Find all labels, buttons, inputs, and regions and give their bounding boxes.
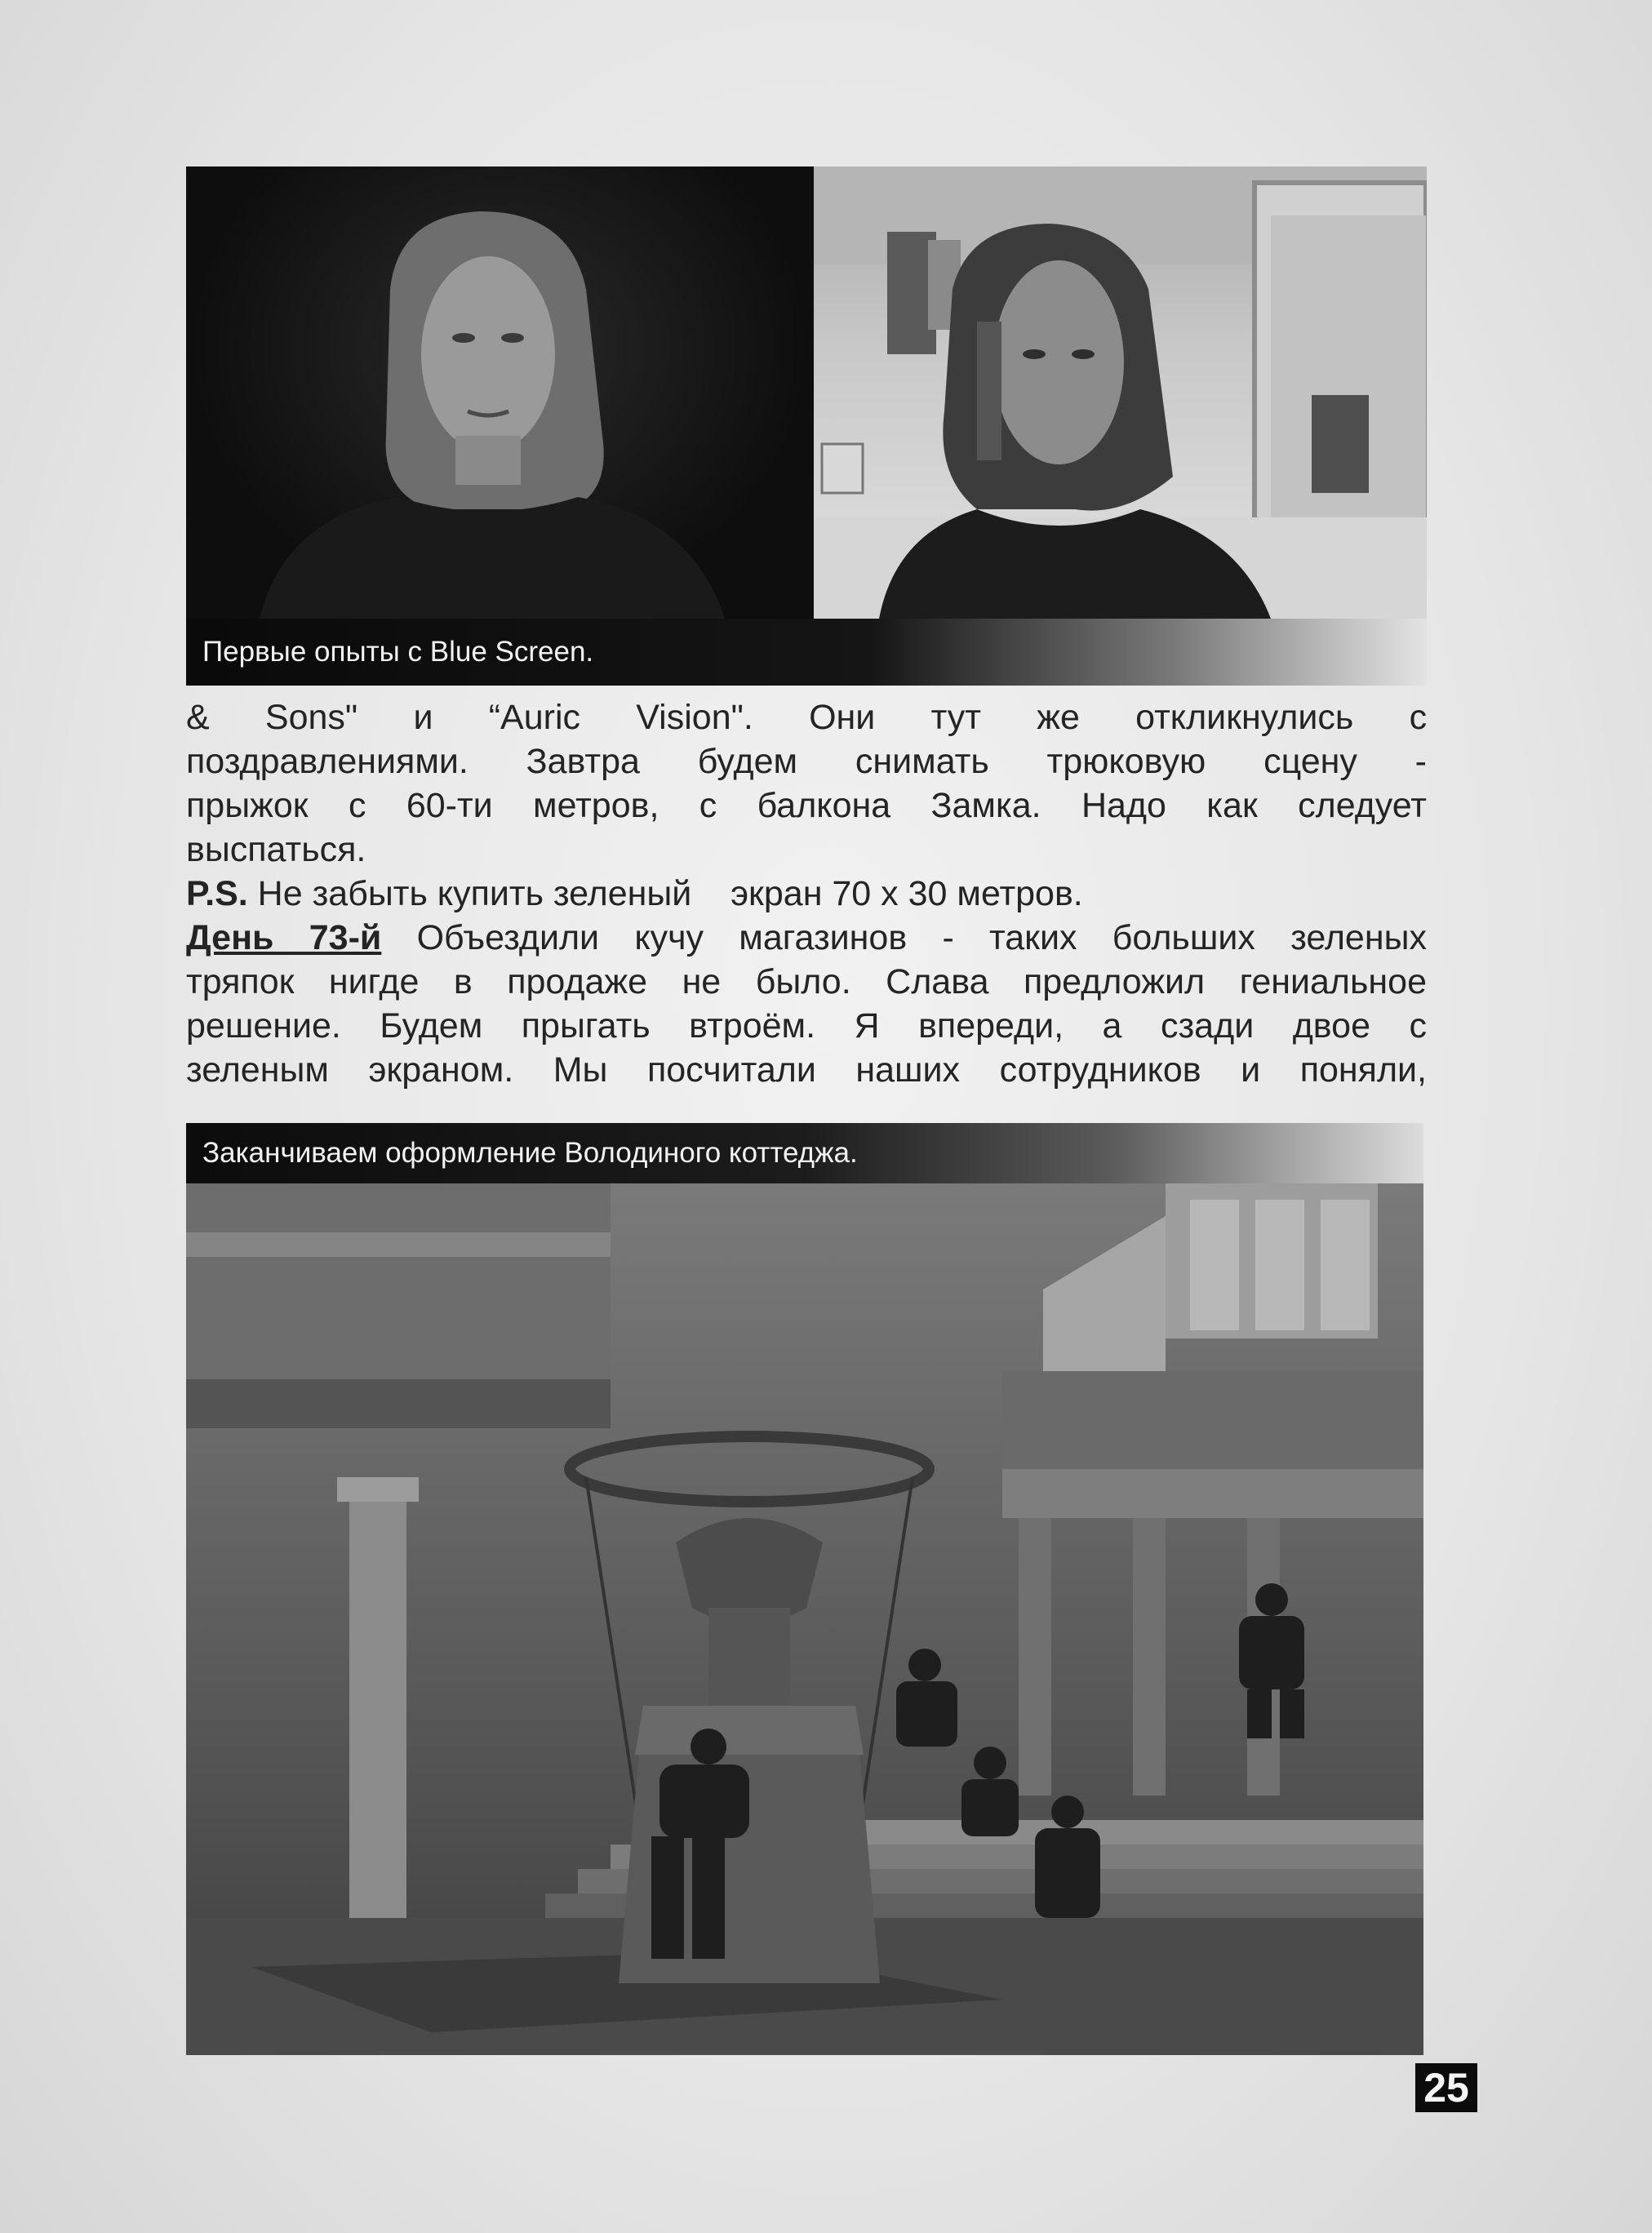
top-photo-caption: Первые опыты с Blue Screen.: [202, 636, 594, 668]
text-line-9: зеленым экраном. Мы посчитали наших сотрудников и поняли,: [186, 1050, 1427, 1090]
day-line: [186, 916, 1427, 960]
day-label: День 73-й: [186, 918, 382, 957]
body-text: [186, 695, 1427, 1092]
photo-man-black-background: [186, 166, 813, 619]
portrait-illustration-right: [814, 166, 1427, 619]
text-line-1: & Sons" и “Auric Vision". Они тут же откликнулись с: [186, 698, 1427, 737]
ps-line: [186, 872, 1427, 916]
day-text: Объездили кучу магазинов - таких больших зеленых: [381, 918, 1427, 957]
text-line-3: прыжок с 60-ти метров, с балкона Замка. Надо как следует: [186, 786, 1427, 825]
text-line-8: решение. Будем прыгать втроём. Я впереди, а сзади двое с: [186, 1006, 1427, 1045]
photo-man-composited-room: [814, 166, 1427, 619]
text-line-7: тряпок нигде в продаже не было. Слава предложил гениальное: [186, 962, 1427, 1001]
page-number: 25: [1415, 2063, 1477, 2112]
ps-label: P.S.: [186, 874, 248, 913]
text-line-2: поздравлениями. Завтра будем снимать трюковую сцену -: [186, 742, 1427, 781]
bottom-photo-caption-bar: [186, 1123, 1423, 1183]
ps-text: Не забыть купить зеленый экран 70 x 30 метров.: [247, 874, 1083, 913]
bottom-photo: [186, 1123, 1423, 2055]
hall-scene-illustration: [186, 1183, 1423, 2055]
portrait-illustration-left: [186, 166, 813, 619]
text-line-4: выспаться.: [186, 830, 366, 869]
top-photo-strip: [186, 166, 1427, 686]
bottom-photo-caption: Заканчиваем оформление Володиного коттеджа.: [202, 1137, 858, 1169]
top-photo-caption-bar: [186, 619, 1427, 686]
